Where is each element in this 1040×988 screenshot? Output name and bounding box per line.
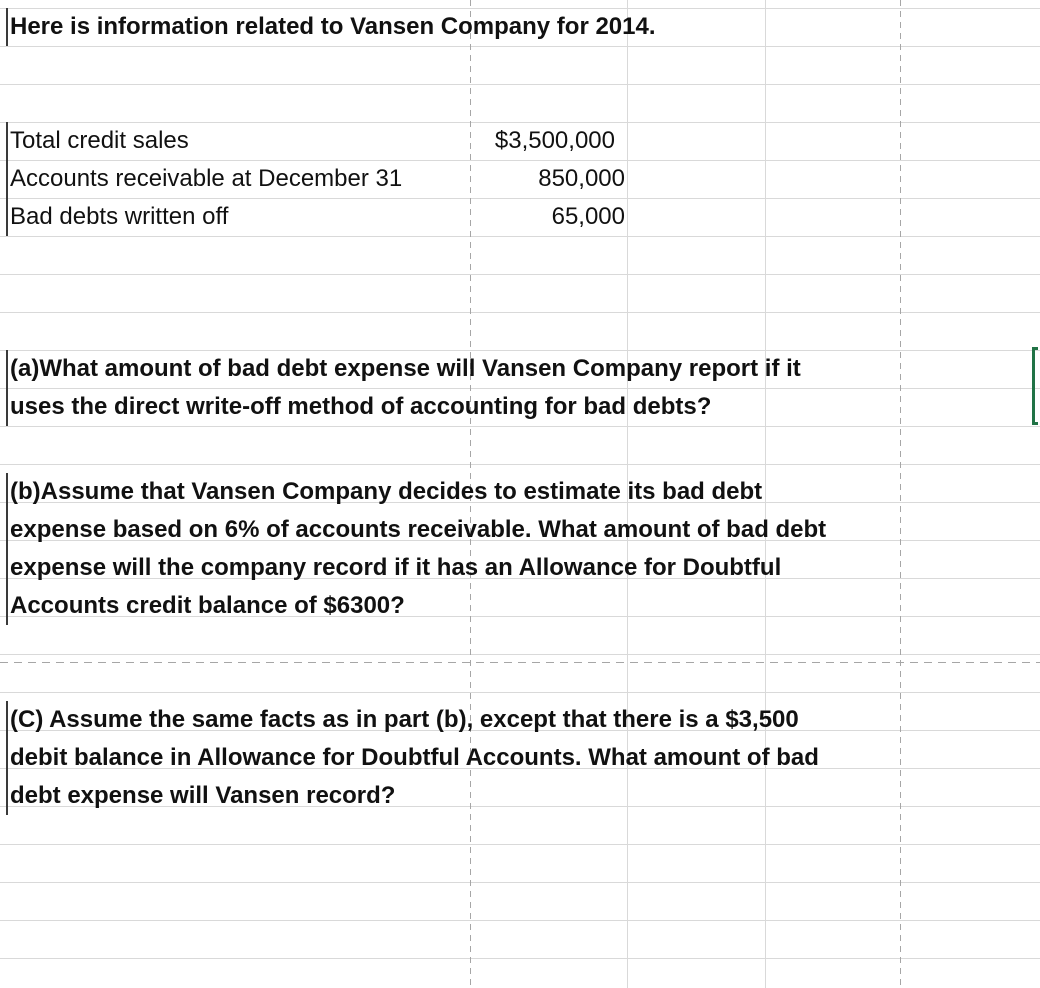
title-cell[interactable]: Here is information related to Vansen Company for 2014.	[10, 13, 656, 40]
question-b-line-1: (b)Assume that Vansen Company decides to estimate its bad debt	[10, 478, 763, 505]
question-a-block[interactable]	[6, 350, 888, 426]
title-block-left-border	[6, 8, 8, 46]
question-b-line-4: Accounts credit balance of $6300?	[10, 592, 405, 619]
question-b-block[interactable]	[6, 473, 888, 625]
label-accounts-receivable[interactable]: Accounts receivable at December 31	[10, 165, 403, 192]
question-c-line-2: debit balance in Allowance for Doubtful Accounts. What amount of bad	[10, 744, 819, 771]
label-bad-debts-written-off[interactable]: Bad debts written off	[10, 203, 229, 230]
question-b-line-2: expense based on 6% of accounts receivable. What amount of bad debt	[10, 516, 827, 543]
question-b-line-3: expense will the company record if it has an Allowance for Doubtful	[10, 554, 782, 581]
label-total-credit-sales[interactable]: Total credit sales	[10, 127, 189, 154]
question-c-block[interactable]	[6, 701, 888, 815]
value-accounts-receivable[interactable]: 850,000	[538, 165, 625, 192]
question-c-line-3: debt expense will Vansen record?	[10, 782, 396, 809]
value-total-credit-sales[interactable]: $3,500,000	[494, 127, 615, 154]
question-c-line-1: (C) Assume the same facts as in part (b), except that there is a $3,500	[10, 706, 799, 733]
value-bad-debts-written-off[interactable]: 65,000	[551, 203, 625, 230]
selection-indicator	[1032, 347, 1038, 425]
data-block-left-border	[6, 122, 8, 236]
question-a-line-2: uses the direct write-off method of accounting for bad debts?	[10, 393, 712, 420]
question-a-line-1: (a)What amount of bad debt expense will Vansen Company report if it	[10, 355, 801, 382]
